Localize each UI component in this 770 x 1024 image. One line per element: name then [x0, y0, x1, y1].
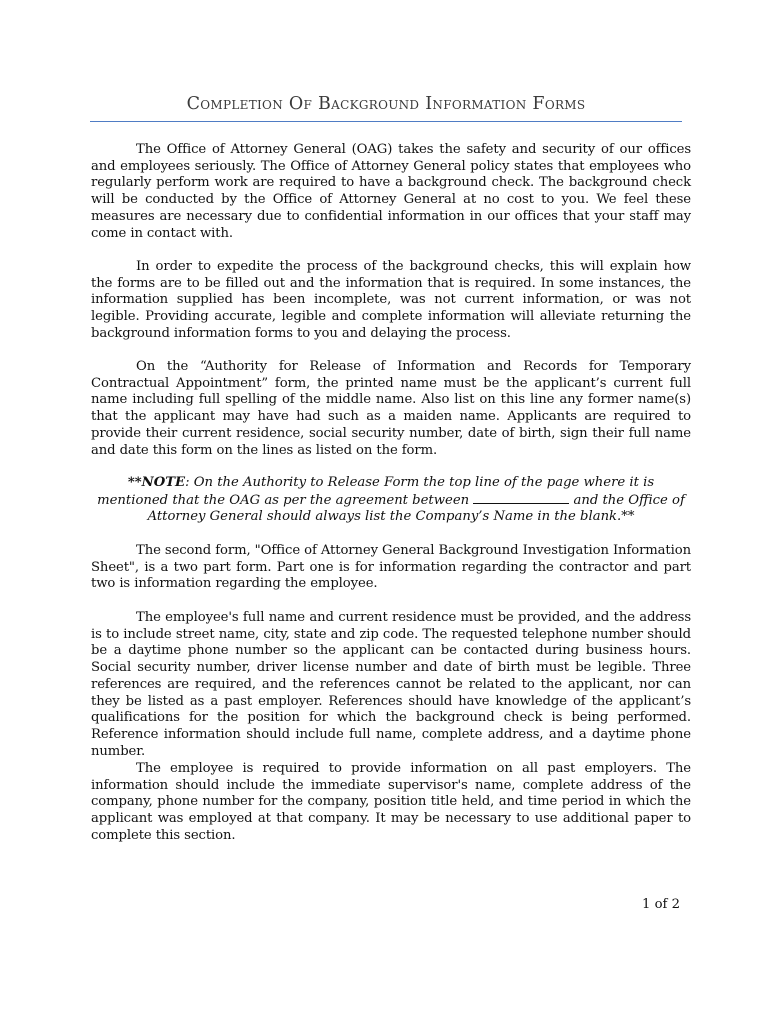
note-label: **NOTE	[127, 475, 186, 490]
paragraph-4: The second form, "Office of Attorney General Background Investigation Information Sheet", is a two part form. Part one is for information regarding the contractor and part two is information regarding the employee.	[91, 543, 691, 592]
note-text-after: and the Office of Attorney General should always list the Company’s Name in the blank.**	[147, 492, 685, 525]
note-text-before: : On the Authority to Release Form the top line of the page where it is mentioned that the OAG as per the agreement between	[97, 475, 655, 508]
note-block	[91, 475, 691, 526]
intro-section	[91, 142, 691, 242]
second-form-section	[91, 543, 691, 593]
page-title: Completion Of Background Information Forms	[186, 94, 586, 114]
paragraph-1: The Office of Attorney General (OAG) takes the safety and security of our offices and employees seriously. The Office of Attorney General policy states that employees who regularly perform work are required to have a background check. The background check will be conducted by the Office of Attorney General at no cost to you. We feel these measures are necessary due to confidential information in our offices that your staff may come in contact with.	[91, 142, 691, 241]
paragraph-2: In order to expedite the process of the background checks, this will explain how the forms are to be filled out and the information that is required. In some instances, the information supplied has been incomplete, was not current information, or was not legible. Providing accurate, legible and complete information will alleviate returning the background information forms to you and delaying the process.	[91, 259, 691, 341]
process-section	[91, 259, 691, 343]
title-underline	[90, 121, 682, 122]
page-number: 1 of 2	[642, 897, 680, 912]
past-employers-section	[91, 761, 691, 845]
note-blank-line	[473, 492, 569, 504]
authority-form-section	[91, 359, 691, 459]
paragraph-5: The employee's full name and current residence must be provided, and the address is to include street name, city, state and zip code. The requested telephone number should be a daytime phone number so the applicant can be contacted during business hours. Social security number, driver license number and date of birth must be legible. Three references are required, and the references cannot be related to the applicant, nor can they be listed as a past employer. References should have knowledge of the applicant’s qualifications for the position for which the background check is being performed. Reference information should include full name, complete address, and a daytime phone number.	[91, 610, 691, 759]
paragraph-6: The employee is required to provide information on all past employers. The information should include the immediate supervisor's name, complete address of the company, phone number for the company, position title held, and time period in which the applicant was employed at that company. It may be necessary to use additional paper to complete this section.	[91, 761, 691, 843]
employee-info-section	[91, 610, 691, 760]
paragraph-3: On the “Authority for Release of Information and Records for Temporary Contractual Appointment” form, the printed name must be the applicant’s current full name including full spelling of the middle name. Also list on this line any former name(s) that the applicant may have had such as a maiden name. Applicants are required to provide their current residence, social security number, date of birth, sign their full name and date this form on the lines as listed on the form.	[91, 359, 691, 458]
